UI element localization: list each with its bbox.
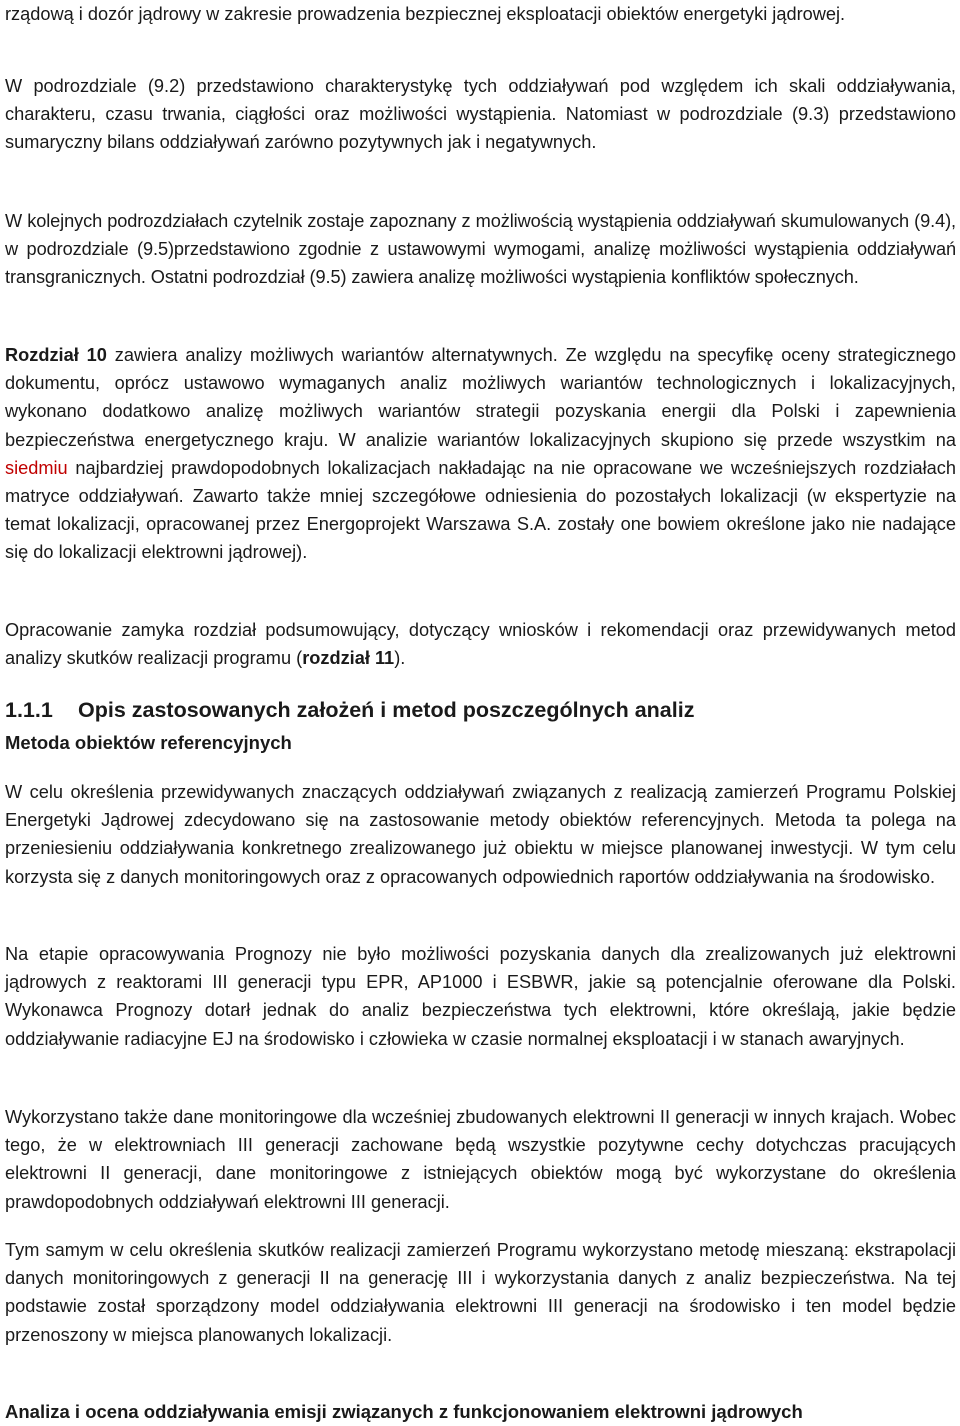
- paragraph-method-description: W celu określenia przewidywanych znaczących oddziaływań związanych z realizacją zamierzeń Programu Polskiej Energetyki Jądrowej zdecydowano się na zastosowanie metody obiektów referencyjnych. Metoda ta polega na przeniesieniu oddziaływania konkretnego zrealizowanego już obiektu w miejsce planowanej inwestycji. W tym celu korzysta się z danych monitoringowych oraz z opracowanych odpowiednich raportów oddziaływania na środowisko.: [5, 782, 956, 887]
- section-title: Opis zastosowanych założeń i metod poszczególnych analiz: [78, 698, 695, 722]
- chapter-10-text-a: zawiera analizy możliwych wariantów alternatywnych. Ze względu na specyfikę oceny strategicznego dokumentu, oprócz ustawowo wymaganych analiz możliwych wariantów technologicznych i lokalizacyjnych, wykonano dodatkowo analizę możliwych wariantów strategii pozyskania energii dla Polski i zapewnienia bezpieczeństwa energetycznego kraju. W analizie wariantów lokalizacyjnych skupiono się przede wszystkim na: [5, 345, 956, 450]
- subheading-reference-objects: Metoda obiektów referencyjnych: [5, 732, 292, 753]
- chapter-11-label: rozdział 11: [302, 648, 395, 669]
- paragraph-9-2-9-3: W podrozdziale (9.2) przedstawiono charakterystykę tych oddziaływań pod względem ich skali oddziaływania, charakteru, czasu trwania, ciągłości oraz możliwości wystąpienia. Natomiast w podrozdziale (9.3) przedstawiono sumaryczny bilans oddziaływań zarówno pozytywnych jak i negatywnych.: [5, 76, 956, 153]
- subheading-emission-analysis: Analiza i ocena oddziaływania emisji związanych z funkcjonowaniem elektrowni jądrowych: [5, 1401, 803, 1422]
- highlight-siedmiu: siedmiu: [5, 457, 68, 478]
- paragraph-mixed-method: Tym samym w celu określenia skutków realizacji zamierzeń Programu wykorzystano metodę mieszaną: ekstrapolacji danych monitoringowych z generacji II na generację III i wykorzystania danych z analiz bezpieczeństwa. Na tej podstawie został sporządzony model oddziaływania elektrowni III generacji na środowisko i ten model będzie przenoszony w miejsca planowanych lokalizacji.: [5, 1240, 956, 1345]
- chapter-10-label: Rozdział 10: [5, 345, 107, 365]
- section-heading: [5, 695, 956, 725]
- paragraph-chapter-10: [5, 341, 956, 567]
- paragraph-prognosis-stage: Na etapie opracowywania Prognozy nie było możliwości pozyskania danych dla zrealizowanych już elektrowni jądrowych z reaktorami III generacji typu EPR, AP1000 i ESBWR, jakie są potencjalnie oferowane dla Polski. Wykonawca Prognozy dotarł jednak do analiz bezpieczeństwa tych elektrowni, które określają, jakie będzie oddziaływanie radiacyjne EJ na środowisko i człowieka w czasie normalnej eksploatacji i w stanach awaryjnych.: [5, 944, 956, 1049]
- chapter-11-text: Opracowanie zamyka rozdział podsumowujący, dotyczący wniosków i rekomendacji oraz przewidywanych metod analizy skutków realizacji programu (: [5, 620, 956, 669]
- paragraph-9-4-9-5: W kolejnych podrozdziałach czytelnik zostaje zapoznany z możliwością wystąpienia oddziaływań skumulowanych (9.4), w podrozdziale (9.5)przedstawiono zgodnie z ustawowymi wymogami, analizę możliwości wystąpienia oddziaływań transgranicznych. Ostatni podrozdział (9.5) zawiera analizę możliwości wystąpienia konfliktów społecznych.: [5, 211, 956, 288]
- chapter-11-end: ).: [394, 648, 406, 669]
- paragraph-chapter-11: [5, 616, 956, 672]
- chapter-10-text-b: najbardziej prawdopodobnych lokalizacjach nakładając na nie opracowane we wcześniejszych rozdziałach matryce oddziaływań. Zawarto także mniej szczegółowe odniesienia do pozostałych lokalizacji (w ekspertyzie na temat lokalizacji, opracowanej przez Energoprojekt Warszawa S.A. zostały one bowiem określone jako nie nadające się do lokalizacji elektrowni jądrowej).: [5, 457, 956, 563]
- section-number: 1.1.1: [5, 698, 53, 722]
- paragraph-monitoring-data: Wykorzystano także dane monitoringowe dla wcześniej zbudowanych elektrowni II generacji w innych krajach. Wobec tego, że w elektrowniach III generacji zachowane będą wszystkie pozytywne cechy dotychczas pracujących elektrowni II generacji, dane monitoringowe z istniejących obiektów mogą być wykorzystane do określenia prawdopodobnych oddziaływań elektrowni III generacji.: [5, 1107, 956, 1212]
- paragraph-intro: rządową i dozór jądrowy w zakresie prowadzenia bezpiecznej eksploatacji obiektów energetyki jądrowej.: [5, 4, 846, 24]
